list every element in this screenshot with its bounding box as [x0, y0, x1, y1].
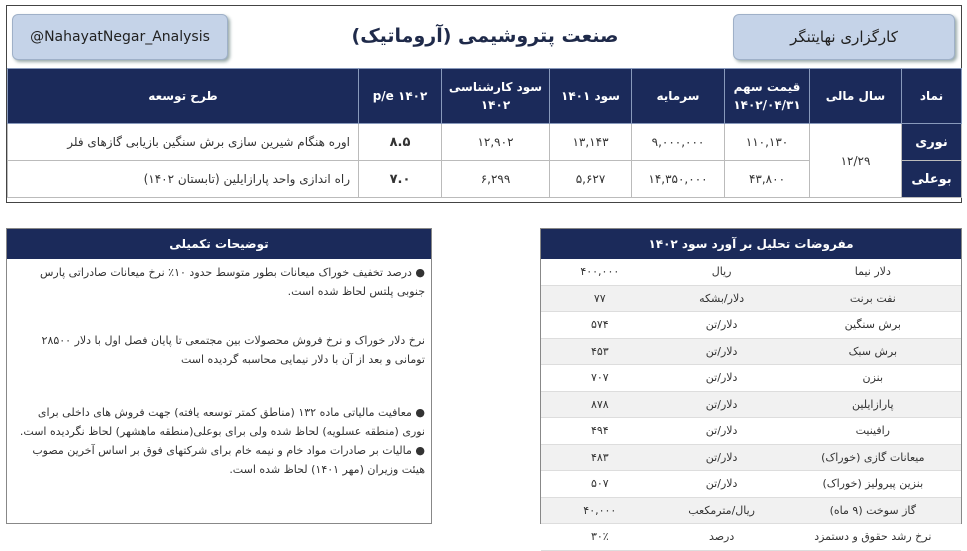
assumption-item: برش سبک	[785, 338, 961, 365]
assumption-value: ۵۰۷	[541, 471, 659, 498]
assumption-value: ۴۹۴	[541, 418, 659, 445]
assumption-unit: دلار/تن	[659, 312, 785, 339]
col-expert-profit-1402: سود کارشناسی ۱۴۰۲	[442, 69, 550, 124]
capital-cell: ۹,۰۰۰,۰۰۰	[632, 124, 725, 161]
pe-cell: ۸.۵	[359, 124, 442, 161]
price-cell: ۱۱۰,۱۳۰	[725, 124, 810, 161]
assumption-value: ۴۰۰,۰۰۰	[541, 259, 659, 285]
expert-profit-cell: ۱۲,۹۰۲	[442, 124, 550, 161]
assumption-unit: دلار/تن	[659, 418, 785, 445]
expert-profit-cell: ۶,۲۹۹	[442, 161, 550, 198]
price-cell: ۴۳,۸۰۰	[725, 161, 810, 198]
assumption-value: ۷۷	[541, 285, 659, 312]
assumption-value: ۸۷۸	[541, 391, 659, 418]
assumption-unit: درصد	[659, 524, 785, 551]
assumption-item: برش سنگین	[785, 312, 961, 339]
assumption-item: دلار نیما	[785, 259, 961, 285]
assumption-item: پارازایلین	[785, 391, 961, 418]
assumption-value: ۴۸۳	[541, 444, 659, 471]
assumption-item: گاز سوخت (۹ ماه)	[785, 497, 961, 524]
capital-cell: ۱۴,۳۵۰,۰۰۰	[632, 161, 725, 198]
col-profit-1401: سود ۱۴۰۱	[550, 69, 632, 124]
assumption-row	[541, 524, 961, 551]
col-capital: سرمایه	[632, 69, 725, 124]
assumption-unit: دلار/بشکه	[659, 285, 785, 312]
table-header-row	[8, 69, 962, 124]
assumption-row	[541, 391, 961, 418]
col-symbol: نماد	[902, 69, 962, 124]
assumption-value: ۴۰,۰۰۰	[541, 497, 659, 524]
assumption-row	[541, 312, 961, 339]
plan-cell: اوره هنگام شیرین سازی برش سنگین بازیابی گازهای فلر	[8, 124, 359, 161]
assumption-row	[541, 444, 961, 471]
assumption-unit: ریال	[659, 259, 785, 285]
assumptions-panel	[540, 228, 962, 544]
assumption-value: ۳۰٪	[541, 524, 659, 551]
fiscal-year-cell: ۱۲/۲۹	[810, 124, 902, 198]
assumption-item: بنزن	[785, 365, 961, 392]
notes-title: توضیحات تکمیلی	[7, 229, 431, 259]
assumption-row	[541, 497, 961, 524]
symbol-cell: بوعلی	[902, 161, 962, 198]
profit-1401-cell: ۱۳,۱۴۳	[550, 124, 632, 161]
note-item: ● مالیات بر صادرات مواد خام و نیمه خام برای شرکتهای فوق بر اساس آخرین مصوب هیئت وزیران (مهر ۱۴۰۱) لحاظ شده است.	[32, 444, 425, 476]
assumption-row	[541, 365, 961, 392]
col-plan: طرح توسعه	[8, 69, 359, 124]
symbol-cell: نوری	[902, 124, 962, 161]
notes-panel	[6, 228, 432, 524]
table-row	[8, 124, 962, 161]
assumption-unit: دلار/تن	[659, 338, 785, 365]
assumption-item: نفت برنت	[785, 285, 961, 312]
assumption-row	[541, 285, 961, 312]
profit-1401-cell: ۵,۶۲۷	[550, 161, 632, 198]
assumption-row	[541, 471, 961, 498]
pe-cell: ۷.۰	[359, 161, 442, 198]
note-item: ● معافیت مالیاتی ماده ۱۳۲ (مناطق کمتر توسعه یافته) جهت فروش های داخلی برای نوری (منطقه عسلویه) لحاظ شده ولی برای بوعلی(منطقه ماهشهر) لحاظ نگردیده است.	[19, 406, 425, 438]
assumption-item: میعانات گازی (خوراک)	[785, 444, 961, 471]
broker-name: کارگزاری نهایتنگر	[790, 28, 898, 46]
assumption-unit: ریال/مترمکعب	[659, 497, 785, 524]
assumption-unit: دلار/تن	[659, 471, 785, 498]
assumption-unit: دلار/تن	[659, 365, 785, 392]
channel-handle: @NahayatNegar_Analysis	[30, 29, 210, 45]
assumption-row	[541, 418, 961, 445]
assumption-item: بنزین پیرولیز (خوراک)	[785, 471, 961, 498]
channel-badge	[12, 14, 228, 60]
assumption-item: رافینیت	[785, 418, 961, 445]
plan-cell: راه اندازی واحد پارازایلین (تابستان ۱۴۰۲)	[8, 161, 359, 198]
col-pe: p/e ۱۴۰۲	[359, 69, 442, 124]
companies-table	[7, 68, 962, 198]
assumption-value: ۴۵۳	[541, 338, 659, 365]
col-price: قیمت سهم ۱۴۰۲/۰۴/۳۱	[725, 69, 810, 124]
broker-badge	[733, 14, 955, 60]
assumption-value: ۷۰۷	[541, 365, 659, 392]
assumption-unit: دلار/تن	[659, 391, 785, 418]
assumption-unit: دلار/تن	[659, 444, 785, 471]
note-item: ● درصد تخفیف خوراک میعانات بطور متوسط حدود ۱۰٪ نرخ میعانات صادراتی پارس جنوبی پلتس لحاظ شده است.	[39, 266, 425, 298]
note-item: نرخ دلار خوراک و نرخ فروش محصولات بین مجتمعی تا پایان فصل اول با دلار ۲۸۵۰۰ تومانی و بعد از آن با دلار نیمایی محاسبه گردیده است	[41, 334, 425, 366]
assumption-value: ۵۷۴	[541, 312, 659, 339]
page-title: صنعت پتروشیمی (آروماتیک)	[351, 25, 619, 47]
assumption-item: نرخ رشد حقوق و دستمزد	[785, 524, 961, 551]
col-fiscal-year: سال مالی	[810, 69, 902, 124]
notes-body	[7, 259, 431, 483]
assumptions-table	[541, 259, 961, 551]
assumption-row	[541, 338, 961, 365]
assumption-row	[541, 259, 961, 285]
assumptions-title: مفروضات تحلیل بر آورد سود ۱۴۰۲	[541, 229, 961, 259]
